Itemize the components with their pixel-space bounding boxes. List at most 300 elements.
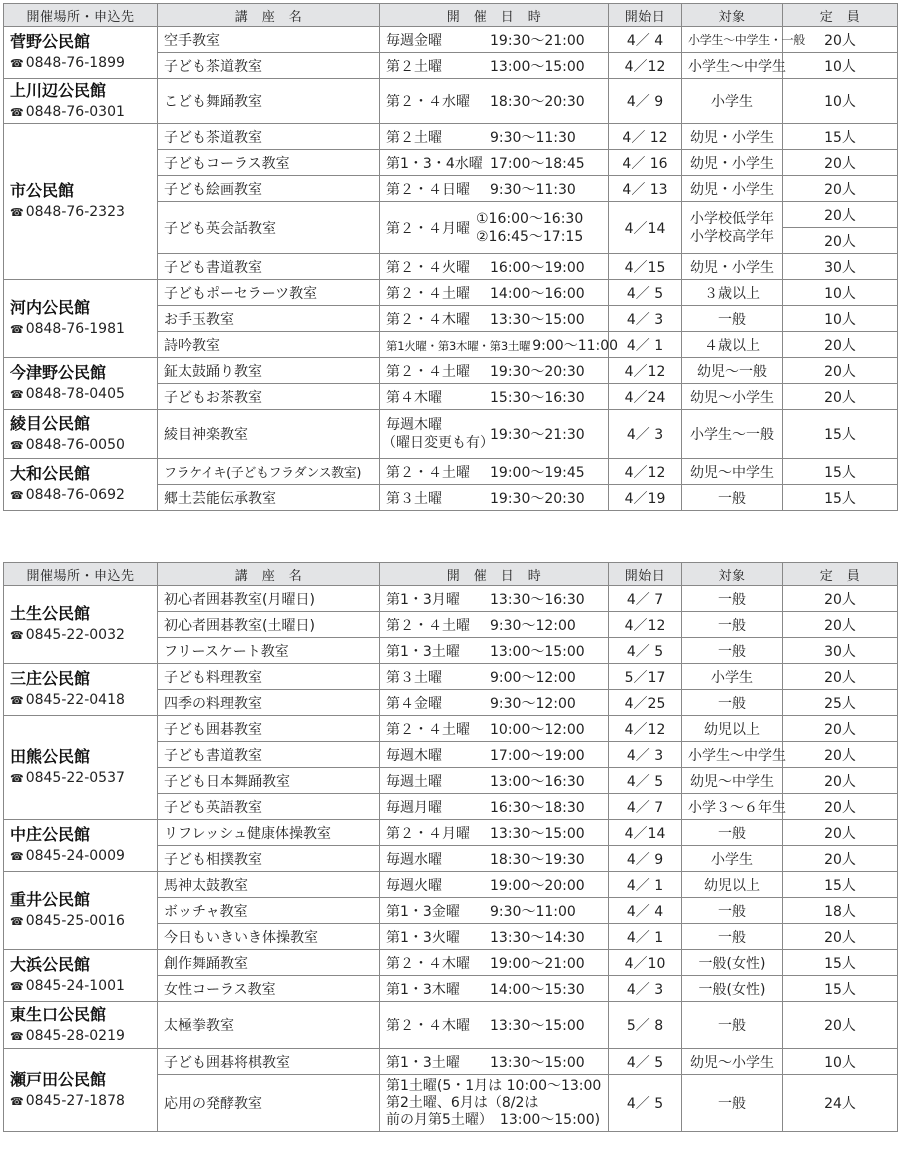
table-row bbox=[4, 358, 898, 384]
schedule-time: 17:00～19:00 bbox=[490, 747, 585, 764]
target: 一般 bbox=[682, 306, 783, 332]
capacity: 15人 bbox=[783, 976, 898, 1002]
phone-number: 0848-76-0301 bbox=[25, 103, 125, 120]
schedule-day: 第２・４月曜 bbox=[386, 220, 470, 237]
start-date: 4／ 3 bbox=[609, 306, 682, 332]
phone-number: 0845-22-0418 bbox=[25, 692, 125, 708]
phone-number: 0845-24-0009 bbox=[25, 848, 125, 864]
course-name: 応用の発酵教室 bbox=[158, 1075, 380, 1132]
target: 幼児・小学生 bbox=[682, 124, 783, 150]
start-date: 4／ 1 bbox=[609, 332, 682, 358]
schedule-time-multi bbox=[476, 210, 583, 246]
schedule-time: ①16:00～16:30 bbox=[476, 210, 584, 227]
phone-number: 0848-76-0050 bbox=[25, 436, 125, 453]
start-date: 4／ 9 bbox=[609, 79, 682, 124]
course-name: 綾目神楽教室 bbox=[158, 410, 380, 459]
capacity: 20人 bbox=[783, 846, 898, 872]
schedule-day: 第1・3・4水曜 bbox=[386, 155, 483, 172]
venue-phone bbox=[10, 1091, 151, 1112]
schedule-cell bbox=[380, 79, 609, 124]
course-name: 子ども書道教室 bbox=[158, 254, 380, 280]
schedule-time: 17:00～18:45 bbox=[490, 155, 585, 172]
capacity: 20人 bbox=[783, 794, 898, 820]
schedule-cell bbox=[380, 768, 609, 794]
schedule-cell bbox=[380, 459, 609, 485]
start-date: 4／12 bbox=[609, 716, 682, 742]
start-date: 4／12 bbox=[609, 53, 682, 79]
schedule-time: 18:30～19:30 bbox=[490, 851, 585, 868]
table-row bbox=[4, 410, 898, 459]
schedule-cell bbox=[380, 664, 609, 690]
schedule-time: 19:00～21:00 bbox=[490, 955, 585, 972]
course-name: こども舞踊教室 bbox=[158, 79, 380, 124]
header-course: 講 座 名 bbox=[158, 563, 380, 586]
target: 幼児～小学生 bbox=[682, 384, 783, 410]
target: 小学生～一般 bbox=[682, 410, 783, 459]
schedule-line: 第2土曜、6月は（8/2は bbox=[386, 1094, 539, 1111]
venue-phone bbox=[10, 485, 151, 506]
start-date: 4／ 1 bbox=[609, 924, 682, 950]
schedule-day: 第３土曜 bbox=[386, 490, 442, 507]
course-name: 子ども日本舞踊教室 bbox=[158, 768, 380, 794]
course-name: 初心者囲碁教室(土曜日) bbox=[158, 612, 380, 638]
table-row bbox=[4, 124, 898, 150]
venue-cell bbox=[4, 586, 158, 664]
target: 小学校低学年 bbox=[690, 210, 774, 227]
header-start: 開始日 bbox=[609, 563, 682, 586]
course-name: フリースケート教室 bbox=[158, 638, 380, 664]
capacity: 15人 bbox=[783, 124, 898, 150]
capacity: 10人 bbox=[783, 79, 898, 124]
table-row bbox=[4, 716, 898, 742]
table-row bbox=[4, 664, 898, 690]
capacity: 20人 bbox=[783, 716, 898, 742]
course-name: 初心者囲碁教室(月曜日) bbox=[158, 586, 380, 612]
header-target: 対象 bbox=[682, 563, 783, 586]
target: 幼児・小学生 bbox=[682, 254, 783, 280]
schedule-cell-multi bbox=[380, 1075, 609, 1132]
venue-phone bbox=[10, 102, 151, 123]
target: 一般 bbox=[682, 638, 783, 664]
phone-icon: ☎ bbox=[10, 980, 24, 993]
capacity: 25人 bbox=[783, 690, 898, 716]
venue-cell bbox=[4, 280, 158, 358]
table-row bbox=[4, 820, 898, 846]
schedule-time: 16:00～19:00 bbox=[490, 259, 585, 276]
schedule-time: 13:00～15:00 bbox=[490, 643, 585, 660]
schedule-day: 第1火曜・第3木曜・第3土曜 bbox=[386, 338, 531, 353]
venue-phone bbox=[10, 435, 151, 456]
target: 幼児・小学生 bbox=[682, 176, 783, 202]
schedule-cell bbox=[380, 53, 609, 79]
table-row bbox=[4, 586, 898, 612]
target: 小学生～中学生・一般 bbox=[682, 27, 783, 53]
start-date: 4／ 7 bbox=[609, 586, 682, 612]
schedule-cell bbox=[380, 898, 609, 924]
schedule-day: 毎週木曜 bbox=[386, 417, 442, 433]
venue-cell bbox=[4, 872, 158, 950]
phone-number: 0845-27-1878 bbox=[25, 1092, 125, 1109]
capacity: 18人 bbox=[783, 898, 898, 924]
target: 幼児～中学生 bbox=[682, 459, 783, 485]
capacity: 10人 bbox=[783, 306, 898, 332]
capacity: 20人 bbox=[783, 820, 898, 846]
venue-name: 重井公民館 bbox=[10, 890, 91, 909]
schedule-day: 第２・４土曜 bbox=[386, 464, 470, 481]
start-date: 4／ 4 bbox=[609, 27, 682, 53]
schedule-time: 9:30～11:30 bbox=[490, 181, 576, 198]
capacity: 20人 bbox=[783, 27, 898, 53]
schedule-day: 第２・４月曜 bbox=[386, 825, 470, 842]
schedule-day: 第２土曜 bbox=[386, 129, 442, 146]
capacity: 20人 bbox=[783, 924, 898, 950]
capacity: 15人 bbox=[783, 872, 898, 898]
start-date: 4／ 5 bbox=[609, 280, 682, 306]
target: 一般(女性) bbox=[682, 950, 783, 976]
table-row bbox=[4, 27, 898, 53]
course-name: 子ども書道教室 bbox=[158, 742, 380, 768]
course-name: 子ども囲碁教室 bbox=[158, 716, 380, 742]
course-name: 女性コーラス教室 bbox=[158, 976, 380, 1002]
header-schedule: 開 催 日 時 bbox=[380, 563, 609, 586]
venue-phone bbox=[10, 53, 151, 74]
schedule-time: 9:00～12:00 bbox=[490, 669, 576, 686]
course-name: 子ども囲碁将棋教室 bbox=[158, 1049, 380, 1075]
schedule-cell bbox=[380, 924, 609, 950]
schedule-cell bbox=[380, 280, 609, 306]
target: 幼児・小学生 bbox=[682, 150, 783, 176]
start-date: 4／14 bbox=[609, 820, 682, 846]
schedule-day: 第２・４土曜 bbox=[386, 285, 470, 302]
target: ３歳以上 bbox=[682, 280, 783, 306]
phone-number: 0848-76-1981 bbox=[25, 321, 125, 337]
phone-icon: ☎ bbox=[10, 850, 24, 863]
phone-number: 0848-78-0405 bbox=[25, 386, 125, 402]
schedule-day: 毎週水曜 bbox=[386, 851, 442, 868]
table-row bbox=[4, 280, 898, 306]
phone-icon: ☎ bbox=[10, 323, 24, 336]
schedule-time: 13:30～15:00 bbox=[490, 825, 585, 842]
start-date: 4／12 bbox=[609, 459, 682, 485]
start-date: 4／ 1 bbox=[609, 872, 682, 898]
schedule-day: 第２・４土曜 bbox=[386, 617, 470, 634]
course-name: 子ども英会話教室 bbox=[158, 202, 380, 254]
course-name: 子ども茶道教室 bbox=[158, 124, 380, 150]
target: 一般 bbox=[682, 586, 783, 612]
schedule-cell bbox=[380, 150, 609, 176]
schedule-time: 19:30～20:30 bbox=[490, 363, 585, 380]
target: 一般 bbox=[682, 612, 783, 638]
start-date: 4／ 3 bbox=[609, 410, 682, 459]
venue-name: 三庄公民館 bbox=[10, 669, 91, 688]
phone-icon: ☎ bbox=[10, 105, 24, 119]
schedule-cell bbox=[380, 1002, 609, 1049]
capacity: 30人 bbox=[783, 638, 898, 664]
schedule-cell bbox=[380, 27, 609, 53]
course-name: 今日もいきいき体操教室 bbox=[158, 924, 380, 950]
capacity: 30人 bbox=[783, 254, 898, 280]
table-header-row bbox=[4, 563, 898, 586]
venue-name: 田熊公民館 bbox=[10, 747, 91, 766]
target: 小学生 bbox=[682, 846, 783, 872]
schedule-cell bbox=[380, 872, 609, 898]
schedule-time: 13:30～15:00 bbox=[490, 1018, 585, 1034]
phone-icon: ☎ bbox=[10, 772, 24, 785]
target: 幼児以上 bbox=[682, 716, 783, 742]
course-name: フラケイキ(子どもフラダンス教室) bbox=[158, 459, 380, 485]
schedule-day: 第２・４日曜 bbox=[386, 181, 470, 198]
schedule-time: 13:00～16:30 bbox=[490, 773, 585, 790]
start-date: 4／12 bbox=[609, 612, 682, 638]
venue-cell bbox=[4, 358, 158, 410]
venue-cell bbox=[4, 664, 158, 716]
schedule-cell bbox=[380, 254, 609, 280]
start-date: 4／ 4 bbox=[609, 898, 682, 924]
schedule-day: 第1・3金曜 bbox=[386, 903, 460, 920]
schedule-time: 9:30～11:30 bbox=[490, 129, 576, 146]
venue-name: 瀬戸田公民館 bbox=[10, 1069, 107, 1089]
target: 小学生～中学生 bbox=[682, 53, 783, 79]
start-date: 4／ 13 bbox=[609, 176, 682, 202]
schedule-time: 9:30～12:00 bbox=[490, 695, 576, 712]
venue-cell bbox=[4, 79, 158, 124]
capacity: 20人 bbox=[783, 612, 898, 638]
schedule-time: 13:00～15:00 bbox=[490, 58, 585, 75]
start-date: 4／ 3 bbox=[609, 742, 682, 768]
schedule-cell bbox=[380, 612, 609, 638]
venue-cell bbox=[4, 1002, 158, 1049]
capacity: 10人 bbox=[783, 280, 898, 306]
table-row bbox=[4, 1002, 898, 1049]
schedule-day: 第２・４木曜 bbox=[386, 311, 470, 328]
table-row bbox=[4, 872, 898, 898]
course-name: 子どもお茶教室 bbox=[158, 384, 380, 410]
schedule-cell bbox=[380, 950, 609, 976]
schedule-day: 第1・3土曜 bbox=[386, 643, 460, 660]
schedule-cell bbox=[380, 306, 609, 332]
schedule-day: 毎週月曜 bbox=[386, 799, 442, 816]
schedule-cell bbox=[380, 176, 609, 202]
start-date: 4／ 3 bbox=[609, 976, 682, 1002]
venue-phone bbox=[10, 846, 151, 867]
venue-cell bbox=[4, 716, 158, 820]
phone-icon: ☎ bbox=[10, 694, 24, 707]
venue-name: 上川辺公民館 bbox=[10, 80, 107, 100]
venue-cell bbox=[4, 27, 158, 79]
capacity: 20人 bbox=[783, 202, 898, 228]
venue-name: 中庄公民館 bbox=[10, 825, 91, 844]
course-name: 太極拳教室 bbox=[158, 1002, 380, 1049]
venue-phone bbox=[10, 384, 151, 405]
schedule-time: 19:00～20:00 bbox=[490, 877, 585, 894]
schedule-time: 13:30～16:30 bbox=[490, 591, 585, 608]
header-venue: 開催場所・申込先 bbox=[4, 563, 158, 586]
schedule-time: 19:00～19:45 bbox=[490, 464, 585, 481]
target: 小学生～中学生 bbox=[682, 742, 783, 768]
phone-number: 0845-22-0032 bbox=[25, 627, 125, 643]
schedule-day: 第1・3土曜 bbox=[386, 1054, 460, 1071]
schedule-cell bbox=[380, 358, 609, 384]
schedule-day: 第２・４火曜 bbox=[386, 259, 470, 276]
start-date: 4／12 bbox=[609, 358, 682, 384]
schedule-day: 第1・3月曜 bbox=[386, 591, 460, 608]
phone-icon: ☎ bbox=[10, 915, 24, 928]
target: 幼児～一般 bbox=[682, 358, 783, 384]
capacity: 20人 bbox=[783, 1002, 898, 1049]
phone-number: 0848-76-0692 bbox=[25, 487, 125, 503]
capacity: 20人 bbox=[783, 742, 898, 768]
target: 小学生 bbox=[682, 664, 783, 690]
capacity: 20人 bbox=[783, 228, 898, 254]
start-date: 5／17 bbox=[609, 664, 682, 690]
schedule-cell bbox=[380, 976, 609, 1002]
target: ４歳以上 bbox=[682, 332, 783, 358]
schedule-day: 第２・４木曜 bbox=[386, 955, 470, 972]
schedule-time: 9:30～11:00 bbox=[490, 903, 576, 920]
schedule-time: 9:00～11:00 bbox=[532, 337, 619, 354]
start-date: 4／19 bbox=[609, 485, 682, 511]
capacity: 10人 bbox=[783, 1049, 898, 1075]
start-date: 4／ 9 bbox=[609, 846, 682, 872]
phone-number: 0845-24-1001 bbox=[25, 978, 125, 994]
schedule-cell bbox=[380, 202, 609, 254]
header-capacity: 定 員 bbox=[783, 563, 898, 586]
table-header-row bbox=[4, 4, 898, 27]
venue-cell bbox=[4, 1049, 158, 1132]
phone-number: 0845-22-0537 bbox=[25, 770, 125, 786]
schedule-time: 16:30～18:30 bbox=[490, 799, 585, 816]
target: 一般 bbox=[682, 820, 783, 846]
schedule-day: 第２・４木曜 bbox=[386, 1018, 470, 1034]
schedule-time: ②16:45～17:15 bbox=[476, 228, 584, 245]
target: 幼児以上 bbox=[682, 872, 783, 898]
header-start: 開始日 bbox=[609, 4, 682, 27]
schedule-cell bbox=[380, 485, 609, 511]
schedule-day: 第２・４土曜 bbox=[386, 721, 470, 738]
schedule-cell bbox=[380, 742, 609, 768]
venue-name: 市公民館 bbox=[10, 181, 75, 200]
course-name: 馬神太鼓教室 bbox=[158, 872, 380, 898]
venue-cell bbox=[4, 410, 158, 459]
target: 幼児～中学生 bbox=[682, 768, 783, 794]
start-date: 4／ 5 bbox=[609, 638, 682, 664]
start-date: 4／ 7 bbox=[609, 794, 682, 820]
header-course: 講 座 名 bbox=[158, 4, 380, 27]
venue-name: 大和公民館 bbox=[10, 464, 91, 483]
course-name: 子ども絵画教室 bbox=[158, 176, 380, 202]
target: 一般 bbox=[682, 1075, 783, 1132]
start-date: 4／10 bbox=[609, 950, 682, 976]
venue-phone bbox=[10, 976, 151, 997]
phone-icon: ☎ bbox=[10, 1094, 24, 1108]
start-date: 4／25 bbox=[609, 690, 682, 716]
course-name: ボッチャ教室 bbox=[158, 898, 380, 924]
venue-phone bbox=[10, 625, 151, 646]
schedule-cell bbox=[380, 124, 609, 150]
table-row bbox=[4, 950, 898, 976]
phone-icon: ☎ bbox=[10, 206, 24, 219]
schedule-day: 第２・４土曜 bbox=[386, 363, 470, 380]
schedule-table-2 bbox=[3, 562, 898, 1132]
course-name: 子ども英語教室 bbox=[158, 794, 380, 820]
venue-cell bbox=[4, 124, 158, 280]
target-multi bbox=[682, 202, 783, 254]
course-name: 四季の料理教室 bbox=[158, 690, 380, 716]
header-schedule: 開 催 日 時 bbox=[380, 4, 609, 27]
target: 一般 bbox=[682, 485, 783, 511]
capacity: 15人 bbox=[783, 950, 898, 976]
course-name: 郷土芸能伝承教室 bbox=[158, 485, 380, 511]
start-date: 4／ 16 bbox=[609, 150, 682, 176]
start-date: 4／ 5 bbox=[609, 1049, 682, 1075]
phone-icon: ☎ bbox=[10, 57, 24, 70]
course-name: 創作舞踊教室 bbox=[158, 950, 380, 976]
target: 一般 bbox=[682, 924, 783, 950]
schedule-time: 13:30～15:00 bbox=[490, 1054, 585, 1071]
phone-icon: ☎ bbox=[10, 629, 24, 642]
start-date: 4／24 bbox=[609, 384, 682, 410]
schedule-day: 毎週木曜 bbox=[386, 747, 442, 764]
target: 一般 bbox=[682, 898, 783, 924]
schedule-day: 毎週火曜 bbox=[386, 877, 442, 894]
phone-icon: ☎ bbox=[10, 1029, 24, 1043]
venue-cell bbox=[4, 950, 158, 1002]
schedule-time: 13:30～14:30 bbox=[490, 929, 585, 946]
course-name: 空手教室 bbox=[158, 27, 380, 53]
course-name: 子どもコーラス教室 bbox=[158, 150, 380, 176]
schedule-table-1 bbox=[3, 3, 898, 511]
phone-number: 0845-28-0219 bbox=[25, 1027, 125, 1044]
schedule-cell bbox=[380, 1049, 609, 1075]
schedule-day: 第1・3火曜 bbox=[386, 929, 460, 946]
capacity: 20人 bbox=[783, 176, 898, 202]
course-name: 子ども相撲教室 bbox=[158, 846, 380, 872]
schedule-time: 9:30～12:00 bbox=[490, 617, 576, 634]
capacity: 15人 bbox=[783, 485, 898, 511]
schedule-cell bbox=[380, 820, 609, 846]
schedule-cell bbox=[380, 586, 609, 612]
target: 小学校高学年 bbox=[690, 228, 774, 245]
schedule-line: 前の月第5土曜） 13:00～15:00) bbox=[386, 1111, 601, 1128]
schedule-time: 14:00～16:00 bbox=[490, 285, 585, 302]
phone-icon: ☎ bbox=[10, 438, 24, 452]
capacity: 24人 bbox=[783, 1075, 898, 1132]
venue-name: 今津野公民館 bbox=[10, 363, 107, 382]
venue-name: 大浜公民館 bbox=[10, 955, 91, 974]
schedule-day: 毎週金曜 bbox=[386, 32, 442, 49]
capacity: 20人 bbox=[783, 384, 898, 410]
capacity: 15人 bbox=[783, 459, 898, 485]
start-date: 4／ 12 bbox=[609, 124, 682, 150]
capacity: 20人 bbox=[783, 358, 898, 384]
capacity: 15人 bbox=[783, 410, 898, 459]
schedule-cell bbox=[380, 690, 609, 716]
schedule-time: 13:30～15:00 bbox=[490, 311, 585, 328]
schedule-day: 毎週土曜 bbox=[386, 773, 442, 790]
venue-name: 綾目公民館 bbox=[10, 413, 91, 433]
course-name: 子どもポーセラーツ教室 bbox=[158, 280, 380, 306]
course-name: 鉦太鼓踊り教室 bbox=[158, 358, 380, 384]
schedule-day: 第1・3木曜 bbox=[386, 981, 460, 998]
target: 幼児～小学生 bbox=[682, 1049, 783, 1075]
capacity: 20人 bbox=[783, 332, 898, 358]
venue-phone bbox=[10, 1026, 151, 1047]
schedule-cell bbox=[380, 410, 609, 459]
target: 小学生 bbox=[682, 79, 783, 124]
venue-phone bbox=[10, 319, 151, 340]
phone-number: 0848-76-2323 bbox=[25, 204, 125, 220]
venue-cell bbox=[4, 820, 158, 872]
